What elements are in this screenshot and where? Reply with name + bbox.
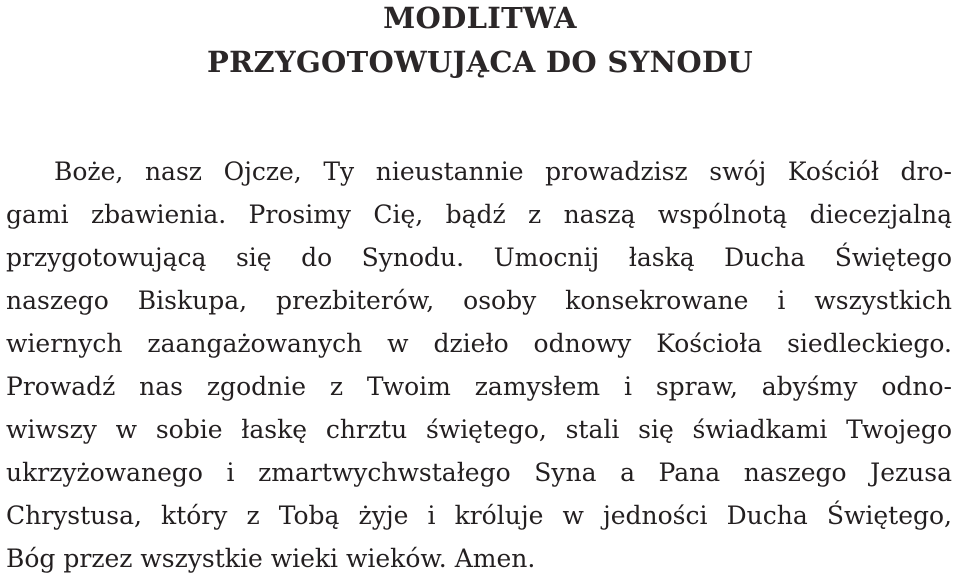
prayer-line: Boże, nasz Ojcze, Ty nieustannie prowadzisz swój Kościół dro- (54, 157, 952, 186)
prayer-line: wiwszy w sobie łaskę chrztu świętego, stali się świadkami Twojego (6, 415, 952, 444)
prayer-line: Chrystusa, który z Tobą żyje i króluje w jedności Ducha Świętego, (6, 501, 952, 530)
prayer-line: wiernych zaangażowanych w dzieło odnowy Kościoła siedleckiego. (6, 329, 952, 358)
prayer-line: naszego Biskupa, prezbiterów, osoby konsekrowane i wszystkich (6, 286, 952, 315)
prayer-line: przygotowującą się do Synodu. Umocnij łaską Ducha Świętego (6, 243, 952, 272)
title-line-2: PRZYGOTOWUJĄCA DO SYNODU (207, 45, 753, 79)
prayer-line: ukrzyżowanego i zmartwychwstałego Syna a Pana naszego Jezusa (6, 458, 952, 487)
prayer-line: Prowadź nas zgodnie z Twoim zamysłem i spraw, abyśmy odno- (6, 372, 952, 401)
prayer-text (6, 150, 952, 580)
title-line-1: MODLITWA (383, 1, 577, 35)
prayer-line: Bóg przez wszystkie wieki wieków. Amen. (6, 544, 536, 573)
prayer-line: gami zbawienia. Prosimy Cię, bądź z naszą wspólnotą diecezjalną (6, 200, 952, 229)
